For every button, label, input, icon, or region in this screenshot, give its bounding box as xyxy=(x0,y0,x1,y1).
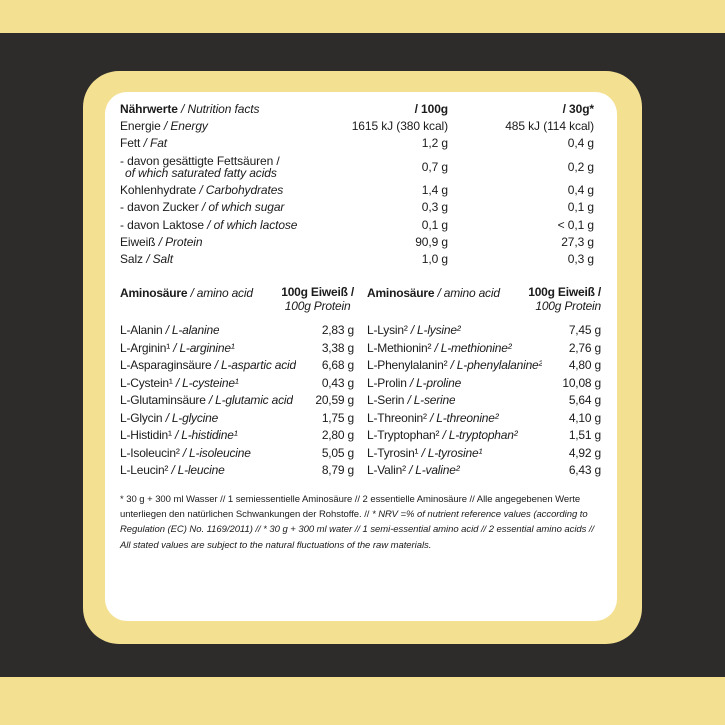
amino-label xyxy=(120,427,238,445)
amino-column-right xyxy=(367,286,601,480)
amino-label-en: / L-glycine xyxy=(165,410,219,425)
value-per-30g: 0,2 g xyxy=(567,159,594,174)
amino-row-proline xyxy=(367,375,601,393)
amino-row-cysteine xyxy=(120,375,354,393)
amino-value: 20,59 g xyxy=(315,393,354,408)
amino-value: 2,83 g xyxy=(321,323,354,338)
amino-value: 5,64 g xyxy=(568,393,601,408)
row-label-en: / of which sugar xyxy=(201,200,285,215)
row-label-de: - davon Laktose xyxy=(120,217,204,232)
amino-column-header-line2: 100g Protein xyxy=(535,298,601,313)
amino-label xyxy=(120,375,239,393)
label-yellow-frame xyxy=(83,71,642,644)
amino-value: 10,08 g xyxy=(562,375,601,390)
amino-label xyxy=(120,322,219,340)
amino-value: 5,05 g xyxy=(321,445,354,460)
amino-row-aspartic-acid xyxy=(120,357,354,375)
amino-label-en: / L-leucine xyxy=(171,463,225,478)
amino-label-en: / L-cysteine¹ xyxy=(175,375,239,390)
footnote-german: * 30 g + 300 ml Wasser // 1 semiessentielle Aminosäure // 2 essentielle Aminosäure // Alle angegebenen Werte unterliegen den natürlichen Schwankungen der Rohstoffe. // xyxy=(120,493,581,521)
amino-row-tryptophan xyxy=(367,427,601,445)
value-per-100g: 1615 kJ (380 kcal) xyxy=(351,119,448,134)
amino-label-en: / L-histidine¹ xyxy=(174,428,238,443)
amino-value: 4,92 g xyxy=(568,445,601,460)
amino-label xyxy=(367,445,482,463)
row-label xyxy=(120,234,328,251)
amino-title xyxy=(120,286,253,313)
value-per-100g: 0,1 g xyxy=(421,217,448,232)
amino-column-header xyxy=(528,286,601,313)
row-label-en: / Salt xyxy=(146,252,173,267)
amino-label xyxy=(367,462,460,480)
amino-label xyxy=(120,392,293,410)
row-label-de: Eiweiß xyxy=(120,234,156,249)
amino-label-en: / L-glutamic acid xyxy=(208,393,293,408)
amino-label-de: L-Prolin xyxy=(367,375,407,390)
nutrition-title-en: / Nutrition facts xyxy=(181,102,260,116)
amino-value: 1,75 g xyxy=(321,410,354,425)
amino-label-de: L-Histidin¹ xyxy=(120,428,172,443)
amino-label-en: / L-threonine² xyxy=(429,410,499,425)
amino-label-de: L-Valin² xyxy=(367,463,406,478)
column-header-per-30g: / 30g* xyxy=(562,102,594,116)
amino-label-de: L-Isoleucin² xyxy=(120,445,180,460)
row-label-de: Fett xyxy=(120,136,141,151)
row-label-en: / Protein xyxy=(158,234,203,249)
top-yellow-band xyxy=(0,0,725,33)
amino-row-glycine xyxy=(120,410,354,428)
amino-value: 0,43 g xyxy=(321,375,354,390)
amino-label xyxy=(367,427,518,445)
nutrition-card xyxy=(105,92,617,621)
amino-header-left xyxy=(120,286,354,313)
nutrition-row-carbohydrates xyxy=(120,182,601,199)
amino-row-histidine xyxy=(120,427,354,445)
amino-label-en: / L-valine² xyxy=(409,463,460,478)
row-label xyxy=(120,217,328,234)
amino-label-de: L-Lysin² xyxy=(367,323,408,338)
row-label-de: Energie xyxy=(120,119,161,134)
nutrition-row-sugar xyxy=(120,199,601,216)
value-per-100g: 0,3 g xyxy=(421,200,448,215)
amino-value: 2,76 g xyxy=(568,340,601,355)
amino-row-serine xyxy=(367,392,601,410)
row-label xyxy=(120,199,328,216)
value-per-30g: 0,4 g xyxy=(567,136,594,151)
amino-label-en: / L-alanine xyxy=(165,323,220,338)
amino-title-de: Aminosäure xyxy=(367,286,435,301)
amino-row-lysine xyxy=(367,322,601,340)
value-per-30g: 485 kJ (114 kcal) xyxy=(505,119,594,134)
amino-label-en: / L-aspartic acid xyxy=(214,358,296,373)
row-label-de: - davon gesättigte Fettsäuren / xyxy=(120,153,280,168)
nutrition-row-fat xyxy=(120,135,601,152)
amino-label xyxy=(367,392,455,410)
row-label xyxy=(120,182,328,199)
nutrition-header-label xyxy=(120,101,328,118)
value-per-100g: 1,2 g xyxy=(421,136,448,151)
value-per-100g: 1,4 g xyxy=(421,183,448,198)
value-per-100g: 1,0 g xyxy=(421,252,448,267)
row-label xyxy=(120,251,328,268)
row-label-de: - davon Zucker xyxy=(120,200,199,215)
nutrition-row-lactose xyxy=(120,217,601,234)
amino-label-de: L-Alanin xyxy=(120,323,163,338)
amino-label xyxy=(120,340,235,358)
amino-label-de: L-Methionin² xyxy=(367,340,432,355)
amino-label-en: / L-isoleucine xyxy=(182,445,251,460)
value-per-30g: 27,3 g xyxy=(561,234,594,249)
amino-label-en: / L-serine xyxy=(407,393,456,408)
bottom-yellow-band xyxy=(0,677,725,725)
amino-row-alanine xyxy=(120,322,354,340)
column-header-per-100g: / 100g xyxy=(414,102,448,116)
nutrition-row-protein xyxy=(120,234,601,251)
amino-row-tyrosine xyxy=(367,445,601,463)
nutrition-title-de: Nährwerte xyxy=(120,102,178,116)
amino-value: 6,43 g xyxy=(568,463,601,478)
amino-value: 6,68 g xyxy=(321,358,354,373)
value-per-30g: 0,4 g xyxy=(567,183,594,198)
amino-value: 1,51 g xyxy=(568,428,601,443)
amino-label xyxy=(120,410,218,428)
amino-value: 8,79 g xyxy=(321,463,354,478)
amino-value: 3,38 g xyxy=(321,340,354,355)
amino-label-de: L-Serin xyxy=(367,393,405,408)
amino-label xyxy=(367,357,542,375)
nutrition-row-salt xyxy=(120,251,601,268)
amino-label xyxy=(120,462,225,480)
amino-label-de: L-Leucin² xyxy=(120,463,169,478)
amino-column-header-line2: 100g Protein xyxy=(284,298,351,313)
amino-label-de: L-Glycin xyxy=(120,410,163,425)
amino-row-leucine xyxy=(120,462,354,480)
amino-label-de: L-Tryptophan² xyxy=(367,428,440,443)
amino-label-de: L-Phenylalanin² xyxy=(367,358,448,373)
amino-row-arginine xyxy=(120,340,354,358)
row-label xyxy=(120,118,328,135)
amino-title xyxy=(367,286,500,313)
amino-label-de: L-Glutaminsäure xyxy=(120,393,206,408)
amino-column-header-line1: 100g Eiweiß / xyxy=(281,285,354,300)
amino-label-en: / L-lysine² xyxy=(410,323,461,338)
row-label-en: / of which lactose xyxy=(207,217,298,232)
footnote xyxy=(120,492,601,553)
amino-label xyxy=(367,410,499,428)
amino-column-left xyxy=(120,286,354,480)
amino-label-de: L-Tyrosin¹ xyxy=(367,445,419,460)
amino-title-de: Aminosäure xyxy=(120,286,188,301)
amino-row-isoleucine xyxy=(120,445,354,463)
amino-label xyxy=(120,445,251,463)
footnote-english: * NRV =% of nutrient reference values (according to Regulation (EC) No. 1169/2011) // * 30 g + 300 ml water // 1 semi-essential amino acid // 2 essential amino acids // All stated values are subject to the natural fluctuations of the raw materials. xyxy=(120,509,595,551)
amino-value: 4,80 g xyxy=(568,358,601,373)
amino-label-de: L-Threonin² xyxy=(367,410,427,425)
amino-label-en: / L-arginine¹ xyxy=(173,340,235,355)
amino-label-en: / L-methionine² xyxy=(434,340,512,355)
row-label-de: Salz xyxy=(120,252,143,267)
amino-value: 4,10 g xyxy=(568,410,601,425)
amino-label-en: / L-phenylalanine² xyxy=(450,358,543,373)
amino-title-en: / amino acid xyxy=(437,286,500,301)
amino-label-en: / L-proline xyxy=(409,375,462,390)
amino-title-en: / amino acid xyxy=(190,286,253,301)
row-label-en: of which saturated fatty acids xyxy=(125,166,277,181)
row-label-en: / Energy xyxy=(163,119,208,134)
amino-label xyxy=(367,340,512,358)
row-label-en: / Fat xyxy=(143,136,168,151)
value-per-30g: 0,1 g xyxy=(567,200,594,215)
amino-value: 7,45 g xyxy=(568,323,601,338)
amino-label-de: L-Arginin¹ xyxy=(120,340,171,355)
amino-row-valine xyxy=(367,462,601,480)
row-label xyxy=(120,135,328,152)
value-per-30g: < 0,1 g xyxy=(557,217,594,232)
amino-row-threonine xyxy=(367,410,601,428)
value-per-30g: 0,3 g xyxy=(567,252,594,267)
row-label-de: Kohlenhydrate xyxy=(120,183,197,198)
nutrition-facts-table xyxy=(120,101,601,268)
amino-value: 2,80 g xyxy=(321,428,354,443)
nutrition-row-energy xyxy=(120,118,601,135)
value-per-100g: 90,9 g xyxy=(415,234,448,249)
amino-label xyxy=(367,322,461,340)
amino-column-header xyxy=(281,286,354,313)
nutrition-header-row xyxy=(120,101,601,118)
amino-label-de: L-Asparaginsäure xyxy=(120,358,212,373)
amino-label-en: / L-tyrosine¹ xyxy=(421,445,483,460)
amino-row-methionine xyxy=(367,340,601,358)
amino-label-de: L-Cystein¹ xyxy=(120,375,173,390)
nutrition-row-saturated-fat xyxy=(120,153,601,183)
value-per-100g: 0,7 g xyxy=(421,159,448,174)
amino-header-right xyxy=(367,286,601,313)
amino-column-header-line1: 100g Eiweiß / xyxy=(528,285,601,300)
amino-label xyxy=(367,375,461,393)
amino-label-en: / L-tryptophan² xyxy=(442,428,518,443)
amino-label xyxy=(120,357,296,375)
row-label xyxy=(120,153,328,183)
row-label-en: / Carbohydrates xyxy=(199,183,284,198)
amino-row-glutamic-acid xyxy=(120,392,354,410)
amino-acid-section xyxy=(120,286,601,480)
amino-row-phenylalanine xyxy=(367,357,601,375)
